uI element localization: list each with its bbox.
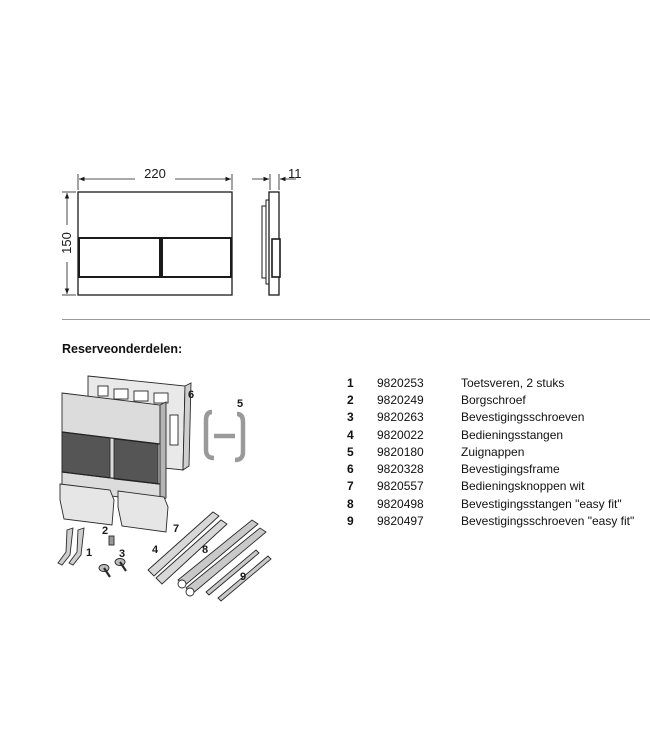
callout-3: 3: [119, 548, 126, 560]
spare-part-row: [344, 409, 634, 426]
spare-part-row: [344, 443, 634, 460]
spare-part-number: 6: [347, 462, 354, 477]
callout-9: 9: [240, 571, 247, 583]
spare-part-name: Bedieningsstangen: [461, 427, 564, 442]
height-label: 150: [59, 232, 74, 254]
spare-part-code: 9820022: [377, 427, 424, 442]
spare-part-name: Toetsveren, 2 stuks: [461, 375, 565, 390]
spare-part-row: [344, 391, 634, 408]
spare-part-code: 9820328: [377, 462, 424, 477]
spare-part-name: Bevestigingsframe: [461, 462, 560, 477]
spare-part-code: 9820180: [377, 444, 424, 459]
spare-part-row: [344, 478, 634, 495]
spare-part-name: Bedieningsknoppen wit: [461, 479, 585, 494]
spare-part-name: Bevestigingsschroeven "easy fit": [461, 514, 635, 529]
spare-part-row: [344, 512, 634, 529]
spare-part-number: 1: [347, 375, 354, 390]
spare-part-number: 4: [347, 427, 354, 442]
depth-label: 11: [288, 166, 302, 181]
springs-part: [58, 528, 84, 565]
front-view: [78, 192, 232, 295]
spare-part-row: [344, 426, 634, 443]
spare-part-number: 5: [347, 444, 354, 459]
width-label: 220: [144, 166, 166, 181]
spare-part-number: 7: [347, 479, 354, 494]
spare-part-name: Zuignappen: [461, 444, 525, 459]
front-plate-part: [62, 393, 166, 502]
spare-part-code: 9820253: [377, 375, 424, 390]
spare-part-code: 9820498: [377, 496, 424, 511]
suction-cups-part: [206, 412, 243, 460]
spare-parts-list: [344, 374, 634, 530]
spare-part-name: Borgschroef: [461, 392, 526, 407]
spare-part-row: [344, 374, 634, 391]
spare-part-number: 9: [347, 514, 354, 529]
section-divider: [62, 319, 650, 320]
spare-part-code: 9820497: [377, 514, 424, 529]
spare-part-code: 9820557: [377, 479, 424, 494]
spare-part-name: Bevestigingsschroeven: [461, 410, 585, 425]
callout-6: 6: [188, 389, 195, 401]
spare-part-number: 2: [347, 392, 354, 407]
callout-4: 4: [152, 544, 159, 556]
spare-part-row: [344, 495, 634, 512]
callout-1: 1: [86, 547, 93, 559]
spare-part-name: Bevestigingsstangen "easy fit": [461, 496, 622, 511]
spare-part-number: 8: [347, 496, 354, 511]
spare-part-row: [344, 460, 634, 477]
spare-part-code: 9820249: [377, 392, 424, 407]
spare-part-code: 9820263: [377, 410, 424, 425]
callout-8: 8: [202, 544, 209, 556]
depth-dimension: [252, 166, 302, 190]
spare-parts-title: Reserveonderdelen:: [62, 342, 183, 356]
locking-screw-part: [109, 536, 114, 545]
height-dimension: [59, 192, 76, 295]
width-dimension: [78, 166, 232, 190]
callout-2: 2: [102, 525, 109, 537]
spare-part-number: 3: [347, 410, 354, 425]
mounting-screws-part: [99, 559, 126, 578]
callout-7: 7: [173, 523, 180, 535]
side-view: [262, 192, 280, 295]
callout-5: 5: [237, 398, 244, 410]
